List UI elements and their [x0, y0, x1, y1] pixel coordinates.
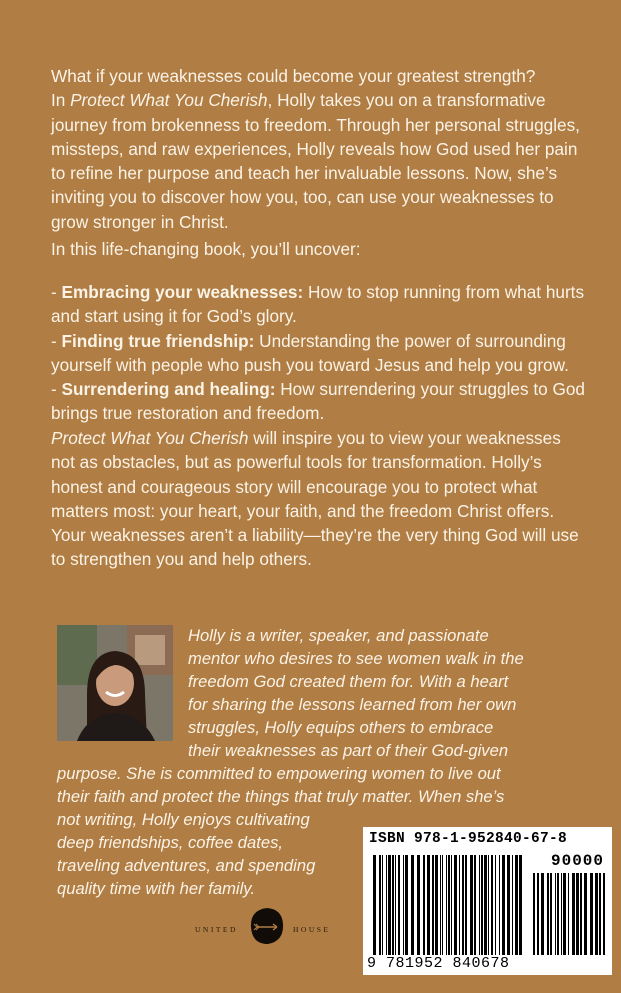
barcode-bar	[512, 855, 513, 955]
barcode-bar	[547, 873, 549, 955]
list-item: - Finding true friendship: Understanding the power of surrounding yourself with people who push you toward Jesus and help you grow.	[51, 330, 569, 375]
barcode-bar	[465, 855, 467, 955]
barcode-bar	[563, 873, 566, 955]
list-item-heading: Embracing your weaknesses:	[61, 282, 304, 302]
ean-bars	[373, 855, 523, 955]
arrow-seal-icon	[249, 907, 285, 945]
bio-line: for sharing the lessons learned from her own	[188, 695, 517, 714]
price-code: 90000	[550, 852, 604, 870]
barcode-bar	[555, 873, 556, 955]
barcode-bar	[411, 855, 414, 955]
bio-line: deep friendships, coffee dates,	[57, 833, 284, 852]
barcode-bar	[537, 873, 539, 955]
list-item: - Surrendering and healing: How surrendering your struggles to God brings true restoration and freedom.	[51, 379, 585, 424]
book-title: Protect What You Cherish	[70, 90, 268, 111]
barcode-bar	[448, 855, 450, 955]
barcode-bar	[541, 873, 544, 955]
barcode-bar	[427, 855, 430, 955]
barcode-bar	[405, 855, 408, 955]
intro-question: What if your weaknesses could become your greatest strength?	[51, 66, 536, 86]
bio-line: struggles, Holly equips others to embrace	[188, 718, 494, 737]
back-cover-intro	[51, 64, 586, 234]
book-title: Protect What You Cherish	[51, 428, 249, 448]
barcode-bar	[584, 873, 587, 955]
barcode-bar	[515, 855, 518, 955]
barcode-bar	[454, 855, 457, 955]
isbn-text: ISBN 978-1-952840-67-8	[369, 831, 568, 847]
barcode-bar	[379, 855, 381, 955]
barcode-bar	[392, 855, 394, 955]
barcode-bar	[398, 855, 400, 955]
isbn-barcode	[363, 827, 612, 975]
barcode-bar	[599, 873, 601, 955]
barcode-bar	[507, 855, 510, 955]
barcode-bar	[499, 855, 500, 955]
uncover-lead: In this life-changing book, you’ll uncover:	[51, 239, 361, 259]
barcode-bar	[432, 855, 434, 955]
bio-line: purpose. She is committed to empowering women to live out	[57, 764, 501, 783]
bio-line: traveling adventures, and spending	[57, 856, 316, 875]
ean-digits: 9 781952 840678	[367, 955, 510, 972]
barcode-bar	[423, 855, 425, 955]
addon-bars	[533, 873, 605, 955]
list-item-text: How to stop running from what hurts and start using it for God’s glory.	[51, 282, 585, 327]
bio-line: Holly is a writer, speaker, and passionate	[188, 626, 489, 645]
barcode-bar	[595, 873, 598, 955]
barcode-bar	[561, 873, 562, 955]
barcode-bar	[388, 855, 391, 955]
publisher-logo	[195, 903, 340, 958]
barcode-bar	[442, 855, 443, 955]
barcode-bar	[373, 855, 376, 955]
list-item-text: Understanding the power of surrounding yourself with people who push you toward Jesus and help you grow.	[51, 330, 569, 375]
barcode-bar	[474, 855, 476, 955]
list-item-heading: Finding true friendship:	[61, 330, 255, 351]
barcode-bar	[403, 855, 404, 955]
barcode-bar	[502, 855, 505, 955]
barcode-bar	[470, 855, 473, 955]
barcode-bar	[440, 855, 441, 955]
intro-in: In	[51, 90, 71, 111]
bio-line: quality time with her family.	[57, 879, 255, 898]
publisher-word-left: UNITED	[195, 925, 238, 934]
barcode-bar	[495, 855, 496, 955]
barcode-bar	[557, 873, 559, 955]
barcode-bar	[568, 873, 569, 955]
uncover-list	[51, 280, 591, 426]
bio-line: not writing, Holly enjoys cultivating	[57, 810, 310, 829]
barcode-bar	[446, 855, 447, 955]
barcode-bar	[451, 855, 452, 955]
barcode-bar	[417, 855, 420, 955]
barcode-bar	[550, 873, 552, 955]
barcode-bar	[481, 855, 483, 955]
bio-line: their weaknesses as part of their God-given	[188, 741, 509, 760]
publisher-word-right: HOUSE	[293, 925, 331, 934]
barcode-bar	[519, 855, 522, 955]
barcode-bar	[484, 855, 487, 955]
intro-body: , Holly takes you on a transformative journey from brokenness to freedom. Through her personal struggles, missteps, and raw experiences, Holly reveals how God used her pain to refine her purpose and teach her invaluable lessons. Now, she’s inviting you to discover how you, too, can use your weaknesses to grow stronger in Christ.	[51, 90, 580, 232]
bio-line: freedom God created them for. With a heart	[188, 672, 509, 691]
barcode-bar	[395, 855, 396, 955]
barcode-bar	[580, 873, 582, 955]
list-item-text: How surrendering your struggles to God brings true restoration and freedom.	[51, 379, 585, 424]
bio-line: their faith and protect the things that truly matter. When she’s	[57, 787, 505, 806]
barcode-bar	[435, 855, 438, 955]
barcode-bar	[462, 855, 464, 955]
barcode-bar	[533, 873, 535, 955]
list-item: - Embracing your weaknesses: How to stop running from what hurts and start using it for God’s glory.	[51, 282, 585, 327]
barcode-bar	[479, 855, 480, 955]
barcode-bar	[590, 873, 593, 955]
outro-body: will inspire you to view your weaknesses not as obstacles, but as powerful tools for transformation. Holly’s honest and courageous story will encourage you to protect what matters most: your heart, your faith, and the freedom Christ offers. Your weaknesses aren’t a liability—they’re the very thing God will use to strengthen you and help others.	[51, 428, 579, 570]
back-cover-outro	[51, 426, 589, 572]
barcode-bar	[386, 855, 387, 955]
barcode-bar	[491, 855, 493, 955]
barcode-bar	[459, 855, 460, 955]
barcode-bar	[576, 873, 579, 955]
barcode-bar	[572, 873, 575, 955]
barcode-bar	[488, 855, 489, 955]
list-item-heading: Surrendering and healing:	[61, 379, 276, 400]
barcode-bar	[382, 855, 383, 955]
barcode-bar	[603, 873, 605, 955]
bio-line: mentor who desires to see women walk in the	[188, 649, 524, 668]
